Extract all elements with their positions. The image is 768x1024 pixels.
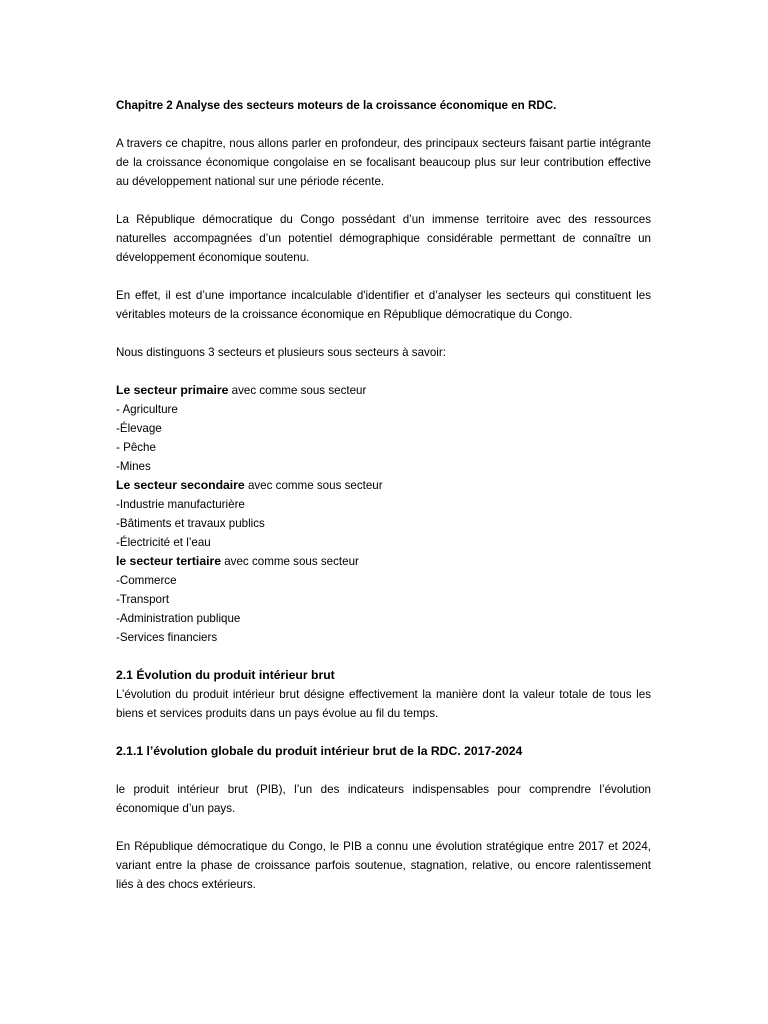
paragraph-importance: En effet, il est d’une importance incalculable d'identifier et d’analyser les secteurs qui constituent les véritables moteurs de la croissance économique en République démocratique du Congo. — [116, 289, 651, 321]
sectors-list — [116, 381, 651, 647]
list-item: -Élevage — [116, 422, 162, 435]
sector-heading-secondary — [116, 476, 651, 495]
sector-suffix: avec comme sous secteur — [228, 384, 367, 397]
section-2-1-1-paragraph: En République démocratique du Congo, le PIB a connu une évolution stratégique entre 2017 et 2024, variant entre la phase de croissance parfois soutenue, stagnation, relative, ou encore ralentissement liés à des chocs extérieurs. — [116, 840, 651, 891]
list-item: -Administration publique — [116, 612, 241, 625]
intro-paragraph: A travers ce chapitre, nous allons parler en profondeur, des principaux secteurs faisant partie intégrante de la croissance économique congolaise en se focalisant beaucoup plus sur leur contribution effective au développement national sur une période récente. — [116, 137, 651, 188]
sector-heading-tertiary — [116, 552, 651, 571]
document-body — [116, 96, 651, 913]
list-item: -Mines — [116, 460, 151, 473]
list-item: -Bâtiments et travaux publics — [116, 517, 265, 530]
sector-name: Le secteur primaire — [116, 383, 229, 397]
sector-name: Le secteur secondaire — [116, 478, 245, 492]
section-title-2-1-1: 2.1.1 l’évolution globale du produit intérieur brut de la RDC. 2017-2024 — [116, 744, 523, 758]
sector-suffix: avec comme sous secteur — [221, 555, 359, 568]
list-item: -Commerce — [116, 574, 177, 587]
list-item: -Électricité et l’eau — [116, 536, 211, 549]
paragraph-rdc-context: La République démocratique du Congo possédant d’un immense territoire avec des ressources naturelles accompagnées d’un potentiel démographique considérable permettant de connaître un développement économique soutenu. — [116, 213, 651, 264]
section-title-2-1: 2.1 Évolution du produit intérieur brut — [116, 668, 335, 682]
sector-name: le secteur tertiaire — [116, 554, 222, 568]
list-item: - Agriculture — [116, 403, 178, 416]
list-item: - Pêche — [116, 441, 156, 454]
section-2-1-1-paragraph: le produit intérieur brut (PIB), l’un des indicateurs indispensables pour comprendre l’évolution économique d’un pays. — [116, 783, 651, 815]
section-2-1-text: L’évolution du produit intérieur brut désigne effectivement la manière dont la valeur totale de tous les biens et services produits dans un pays évolue au fil du temps. — [116, 688, 651, 720]
paragraph-sectors-intro: Nous distinguons 3 secteurs et plusieurs sous secteurs à savoir: — [116, 346, 446, 359]
chapter-title: Chapitre 2 Analyse des secteurs moteurs de la croissance économique en RDC. — [116, 99, 557, 112]
list-item: -Services financiers — [116, 631, 218, 644]
list-item: -Industrie manufacturière — [116, 498, 245, 511]
sector-suffix: avec comme sous secteur — [244, 479, 383, 492]
sector-heading-primary — [116, 381, 651, 400]
list-item: -Transport — [116, 593, 170, 606]
